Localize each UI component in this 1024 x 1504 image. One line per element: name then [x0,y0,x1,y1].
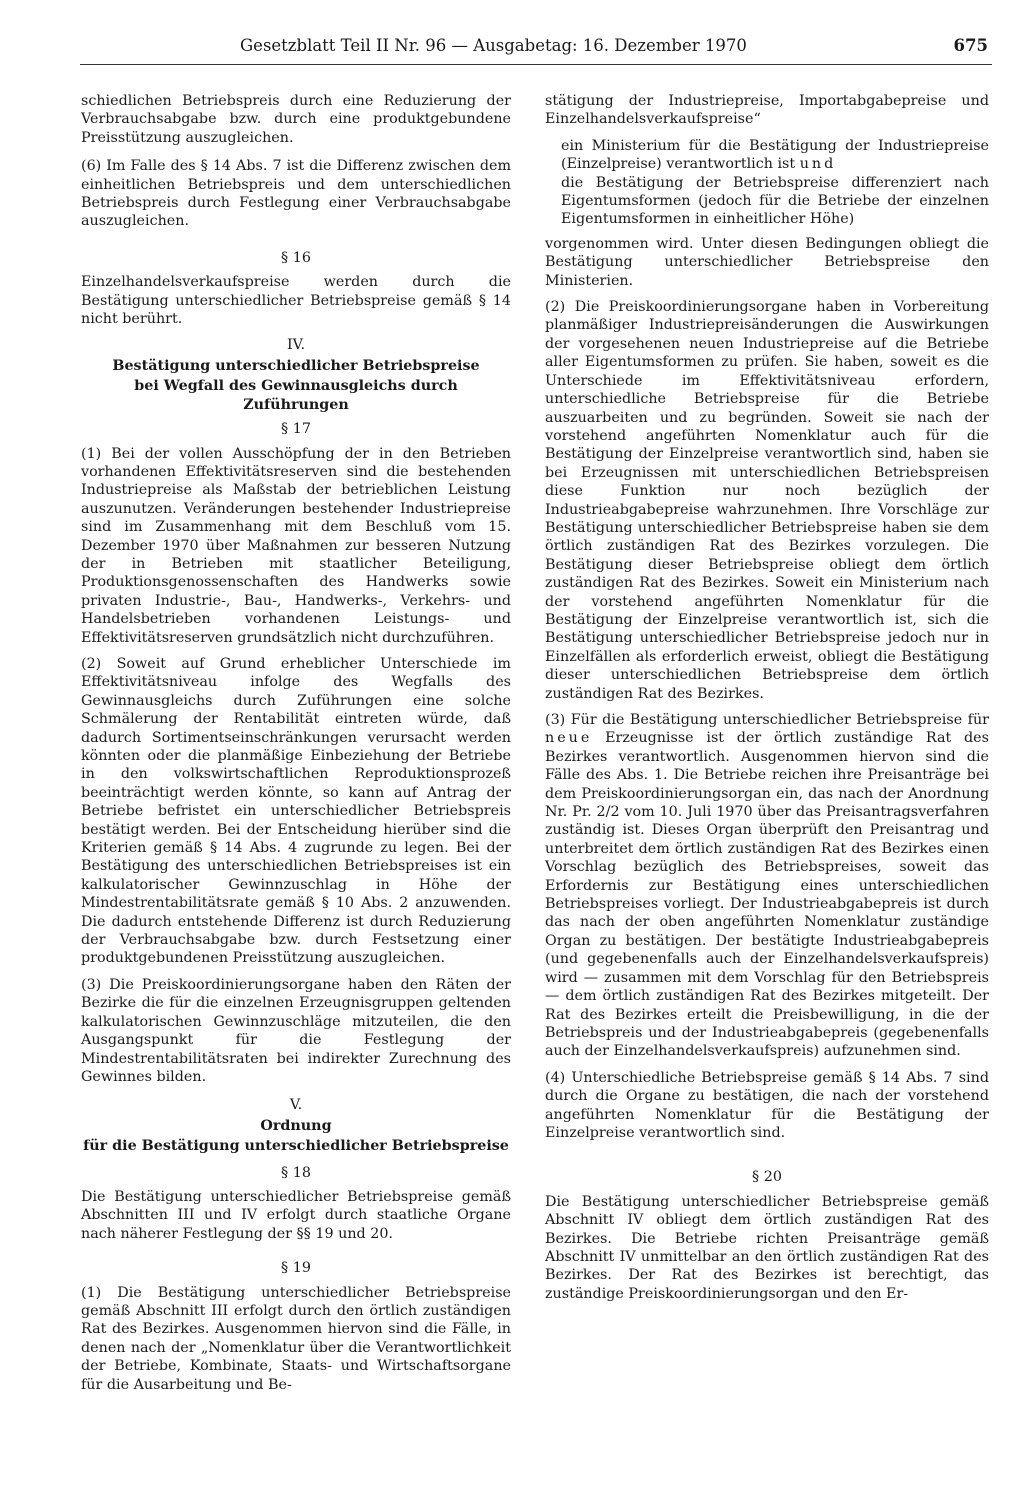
section-heading-17: § 17 [281,421,311,438]
paragraph-intro-right: stätigung der Industriepreise, Importabgabepreise und Einzelhandelsverkaufspreise“ [545,93,989,128]
part-title-v-line2: für die Bestätigung unterschiedlicher Betriebspreise [83,1138,509,1155]
conjunction-und: und [799,156,837,173]
header-rule [80,64,992,65]
paragraph-after-clauses: vorgenommen wird. Unter diesen Bedingungen obliegt die Bestätigung unterschiedlicher Betriebspreise den Ministerien. [545,235,989,289]
part-number-v: V. [289,1097,303,1114]
paragraph-19-1: (1) Die Bestätigung unterschiedlicher Betriebspreise gemäß Abschnitt III erfolgt durch den örtlich zuständigen Rat des Bezirkes. Ausgenommen hiervon sind die Fälle, in denen nach der „Nomenklatur über die Verantwortlichkeit der Betriebe, Kombinate, Staats- und Wirtschaftsorgane für die Ausarbeitung und Be- [81,1284,511,1393]
paragraph-19-2: (2) Die Preiskoordinierungsorgane haben in Vorbereitung planmäßiger Industriepreisänderungen die Auswirkungen der vorgesehenen neuen Industriepreise auf die Betriebe aller Eigentumsformen zu prüfen. Sie haben, soweit es die Unterschiede im Effektivitätsniveau erfordern, unterschiedliche Betriebspreise für die Betriebe auszuarbeiten und zu begründen. Soweit sie nach der vorstehend angeführten Nomenklatur auch für die Bestätigung der Einzelpreise verantwortlich sind, haben sie bei Erzeugnissen mit unterschiedlichen Betriebspreisen diese Funktion nur noch bezüglich der Industrieabgabepreise wahrzunehmen. Ihre Vorschläge zur Bestätigung unterschiedlicher Betriebspreise haben sie dem örtlich zuständigen Rat des Bezirkes vorzulegen. Die Bestätigung dieser Betriebspreise obliegt dem örtlich zuständigen Rat des Bezirkes. Soweit ein Ministerium nach der vorstehend angeführten Nomenklatur für die Bestätigung der Einzelpreise verantwortlich ist, sich die Bestätigung unterschiedlicher Betriebspreise jedoch nur in Einzelfällen als erforderlich erweist, obliegt die Bestätigung dieser unterschiedlichen Betriebspreise dem örtlich zuständigen Rat des Bezirkes. [545,299,989,702]
part-title-iv-line2: bei Wegfall des Gewinnausgleichs durch Zuführungen [134,378,458,413]
emphasis-neue: neue [545,730,593,747]
paragraph-16: Einzelhandelsverkaufspreise werden durch die Bestätigung unterschiedlicher Betriebspreise gemäß § 14 nicht berührt. [81,274,511,328]
indented-clause-1 [561,137,989,174]
indented-clause-2: die Bestätigung der Betriebspreise differenziert nach Eigentumsformen (jedoch für die Betriebe der einzelnen Eigentumsformen in einheitlicher Höhe) [561,174,989,228]
right-column [545,92,989,1311]
paragraph-19-3 [545,711,989,1061]
part-title-v-line1: Ordnung [260,1117,332,1134]
section-heading-16: § 16 [281,249,311,266]
section-heading-19: § 19 [281,1260,311,1277]
paragraph-intro-left: schiedlichen Betriebspreis durch eine Reduzierung der Verbrauchsabgabe bzw. durch eine produktgebundene Preisstützung auszugleichen. [81,93,511,146]
paragraph-17-3: (3) Die Preiskoordinierungsorgane haben den Räten der Bezirke die für die einzelnen Erzeugnisgruppen geltenden kalkulatorischen Gewinnzuschläge mitzuteilen, die den Ausgangspunkt für die Festlegung der Mindestrentabilitätsraten bei indirekter Zurechnung des Gewinnes bilden. [81,976,511,1085]
paragraph-20: Die Bestätigung unterschiedlicher Betriebspreise gemäß Abschnitt IV obliegt dem örtlich zuständigen Rat des Bezirkes. Die Betriebe richten Preisanträge gemäß Abschnitt IV unmittelbar an den örtlich zuständigen Rat des Bezirkes. Der Rat des Bezirkes ist berechtigt, das zuständige Preiskoordinierungsorgan und den Er- [545,1193,989,1302]
part-number-iv: IV. [286,337,306,354]
part-title-iv-line1: Bestätigung unterschiedlicher Betriebspreise [112,357,480,374]
page-number: 675 [953,36,988,55]
section-heading-18: § 18 [281,1164,311,1181]
paragraph-18: Die Bestätigung unterschiedlicher Betriebspreise gemäß Abschnitten III und IV erfolgt durch staatliche Organe nach näherer Festlegung der §§ 19 und 20. [81,1188,511,1242]
page-header [240,34,988,62]
paragraph-17-1: (1) Bei der vollen Ausschöpfung der in den Betrieben vorhandenen Effektivitätsreserven sind die bestehenden Industriepreise als Maßstab der betrieblichen Leistung auszunutzen. Veränderungen bestehender Industriepreise sind im Zusammenhang mit dem Beschluß vom 15. Dezember 1970 über Maßnahmen zur besseren Nutzung der in Betrieben mit staatlicher Beteiligung, Produktionsgenossenschaften des Handwerks sowie privaten Industrie-, Bau-, Handwerks-, Verkehrs- und Handelsbetrieben vorhandenen Leistungs- und Effektivitätsreserven grundsätzlich nicht durchzuführen. [81,445,511,646]
paragraph-17-2: (2) Soweit auf Grund erheblicher Unterschiede im Effektivitätsniveau infolge des Wegfalls des Gewinnausgleichs durch Zuführungen eine solche Schmälerung der Rentabilität eintreten würde, daß dadurch Sortimentseinschränkungen verursacht werden könnten oder die planmäßige Einbeziehung der Betriebe in den volkswirtschaftlichen Reproduktionsprozeß beeinträchtigt werden könnte, so kann auf Antrag der Betriebe befristet ein unterschiedlicher Betriebspreis bestätigt werden. Bei der Entscheidung hierüber sind die Kriterien gemäß § 14 Abs. 4 zugrunde zu legen. Bei der Bestätigung des unterschiedlichen Betriebspreises ist ein kalkulatorischer Gewinnzuschlag in Höhe der Mindestrentabilitätsrate gemäß § 10 Abs. 2 anzuwenden. Die dadurch entstehende Differenz ist durch Reduzierung der Verbrauchsabgabe bzw. durch Festsetzung einer produktgebundenen Preisstützung auszugleichen. [81,655,511,967]
section-heading-20: § 20 [752,1169,782,1186]
left-column [81,92,511,1402]
paragraph-15-6: (6) Im Falle des § 14 Abs. 7 ist die Differenz zwischen dem einheitlichen Betriebspreis und dem unterschiedlichen Betriebspreis durch Festlegung einer Verbrauchsabgabe auszugleichen. [81,158,511,230]
paragraph-19-3-rest: Erzeugnisse ist der örtlich zuständige Rat des Bezirkes verantwortlich. Ausgenommen hiervon sind die Fälle des Abs. 1. Die Betriebe reichen ihre Preisanträge bei dem Preiskoordinierungsorgan ein, das nach der Anordnung Nr. Pr. 2/2 vom 10. Juli 1970 über das Preisantragsverfahren zuständig ist. Dieses Organ überprüft den Preisantrag und unterbreitet dem örtlich zuständigen Rat des Bezirkes einen Vorschlag bezüglich des Betriebspreises, soweit das Erfordernis zur Bestätigung eines unterschiedlichen Betriebspreises vorliegt. Der Industrieabgabepreis ist durch das nach der oben angeführten Nomenklatur zuständige Organ zu bestätigen. Der bestätigte Industrieabgabepreis (und gegebenenfalls auch der Einzelhandelsverkaufspreis) wird — zusammen mit dem Vorschlag für den Betriebspreis — dem örtlich zuständigen Rat des Bezirkes mitgeteilt. Der Rat des Bezirkes erteilt die Preisbewilligung, in die der Betriebspreis und der Industrieabgabepreis (gegebenenfalls auch der Einzelhandelsverkaufspreis) aufzunehmen sind. [545,730,989,1060]
paragraph-19-4: (4) Unterschiedliche Betriebspreise gemäß § 14 Abs. 7 sind durch die Organe zu bestätigen, die nach der vorstehend angeführten Nomenklatur für die Bestätigung der Einzelpreise verantwortlich sind. [545,1069,989,1141]
header-title: Gesetzblatt Teil II Nr. 96 — Ausgabetag: 16. Dezember 1970 [240,36,747,55]
indented-clause-1-text: ein Ministerium für die Bestätigung der Industriepreise (Einzelpreise) verantwortlich ist [561,137,989,173]
paragraph-19-3-start: (3) Für die Bestätigung unterschiedlicher Betriebspreise für [545,712,989,728]
